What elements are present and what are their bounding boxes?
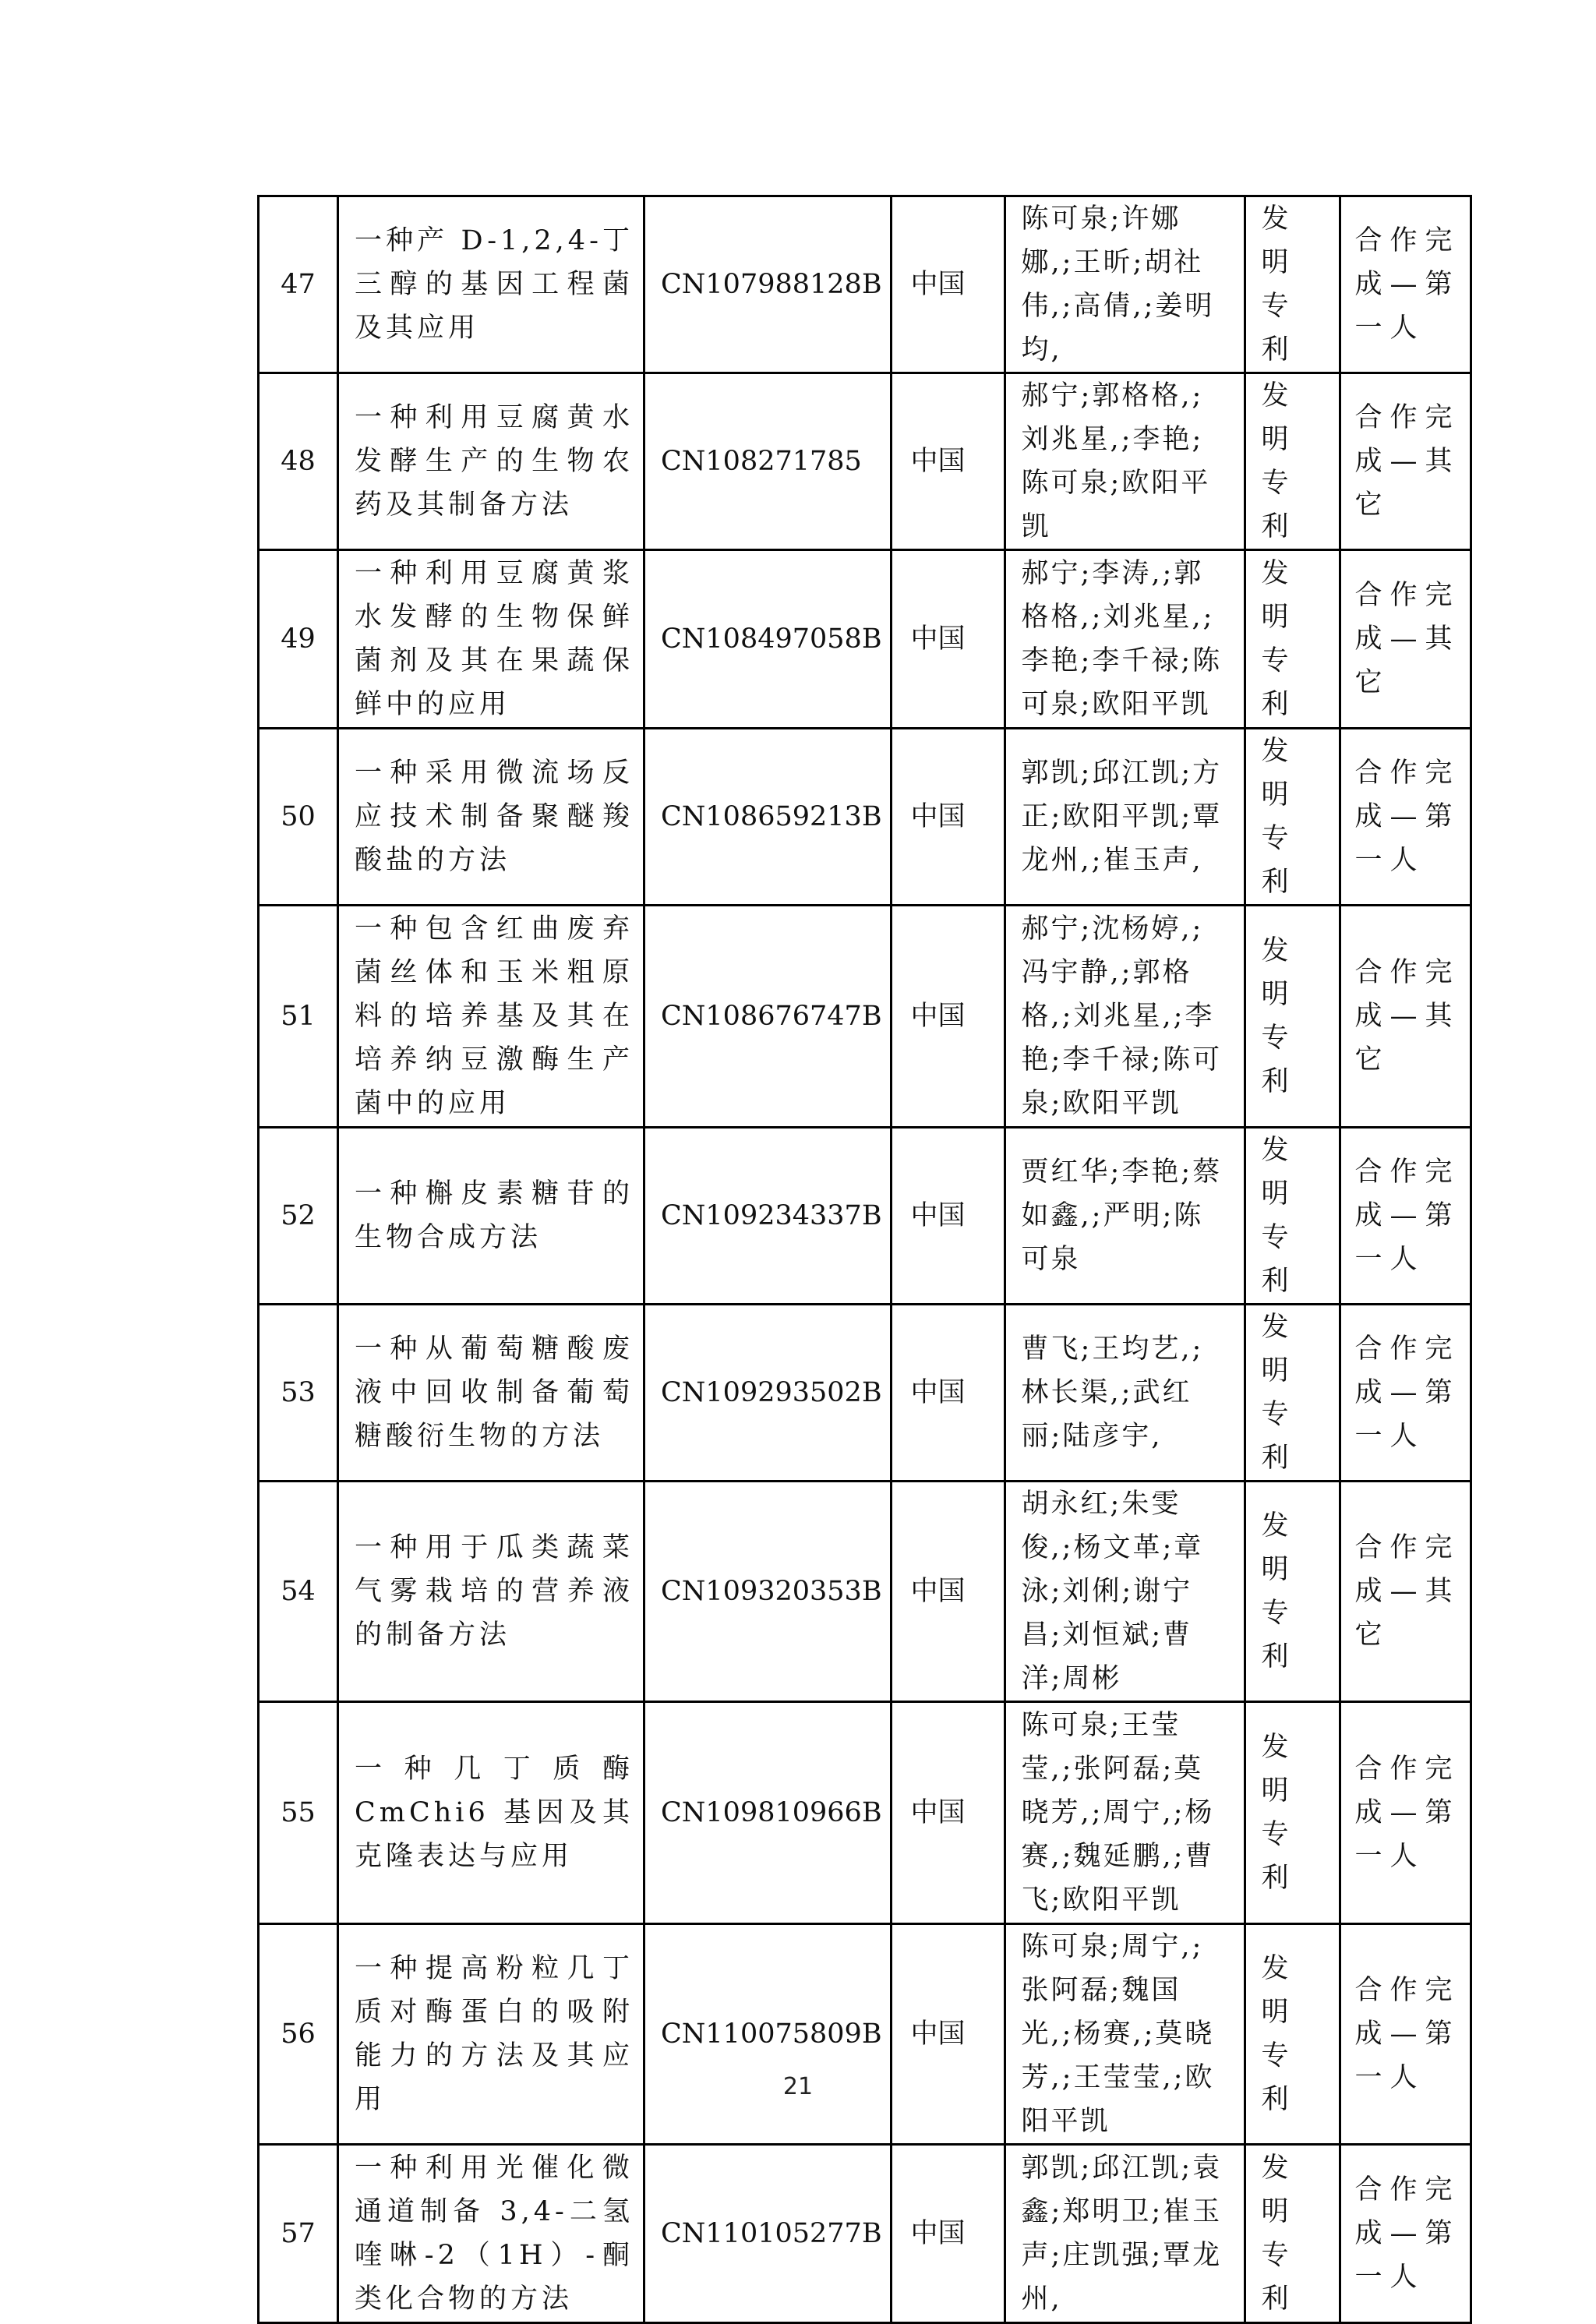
completion-role: 合作完成—第一人 xyxy=(1340,1924,1471,2145)
country: 中国 xyxy=(891,1924,1005,2145)
row-number: 51 xyxy=(259,906,338,1128)
table-row xyxy=(259,1482,1471,1702)
table-row xyxy=(259,550,1471,729)
patent-type: 发明专利 xyxy=(1245,373,1340,550)
table-row xyxy=(259,2145,1471,2323)
patent-type: 发明专利 xyxy=(1245,196,1340,373)
country: 中国 xyxy=(891,196,1005,373)
patent-title: 一种槲皮素糖苷的生物合成方法 xyxy=(338,1128,644,1305)
inventors: 郭凯;邱江凯;方正;欧阳平凯;覃龙州,;崔玉声, xyxy=(1005,729,1245,906)
inventors: 贾红华;李艳;蔡如鑫,;严明;陈可泉 xyxy=(1005,1128,1245,1305)
completion-role: 合作完成—第一人 xyxy=(1340,1305,1471,1482)
inventors: 胡永红;朱雯俊,;杨文革;章泳;刘俐;谢宁昌;刘恒斌;曹洋;周彬 xyxy=(1005,1482,1245,1702)
row-number: 57 xyxy=(259,2145,338,2323)
table-row xyxy=(259,1702,1471,1924)
patent-type: 发明专利 xyxy=(1245,1305,1340,1482)
patent-number: CN109234337B xyxy=(644,1128,892,1305)
country: 中国 xyxy=(891,1702,1005,1924)
completion-role: 合作完成—第一人 xyxy=(1340,1128,1471,1305)
patent-type: 发明专利 xyxy=(1245,906,1340,1128)
patent-title: 一种利用豆腐黄浆水发酵的生物保鲜菌剂及其在果蔬保鲜中的应用 xyxy=(338,550,644,729)
row-number: 49 xyxy=(259,550,338,729)
patent-type: 发明专利 xyxy=(1245,2145,1340,2323)
patent-title: 一种几丁质酶 CmChi6 基因及其克隆表达与应用 xyxy=(338,1702,644,1924)
patent-number: CN109810966B xyxy=(644,1702,892,1924)
country: 中国 xyxy=(891,1305,1005,1482)
row-number: 53 xyxy=(259,1305,338,1482)
row-number: 54 xyxy=(259,1482,338,1702)
patent-type: 发明专利 xyxy=(1245,1702,1340,1924)
inventors: 郝宁;沈杨婷,;冯宇静,;郭格格,;刘兆星,;李艳;李千禄;陈可泉;欧阳平凯 xyxy=(1005,906,1245,1128)
page-number: 21 xyxy=(782,2073,814,2100)
patent-title: 一种产 D-1,2,4-丁三醇的基因工程菌及其应用 xyxy=(338,196,644,373)
patent-title: 一种提高粉粒几丁质对酶蛋白的吸附能力的方法及其应用 xyxy=(338,1924,644,2145)
completion-role: 合作完成—其它 xyxy=(1340,550,1471,729)
completion-role: 合作完成—第一人 xyxy=(1340,729,1471,906)
row-number: 50 xyxy=(259,729,338,906)
country: 中国 xyxy=(891,373,1005,550)
patent-title: 一种采用微流场反应技术制备聚醚羧酸盐的方法 xyxy=(338,729,644,906)
completion-role: 合作完成—其它 xyxy=(1340,1482,1471,1702)
inventors: 郝宁;郭格格,;刘兆星,;李艳;陈可泉;欧阳平凯 xyxy=(1005,373,1245,550)
inventors: 郭凯;邱江凯;袁鑫;郑明卫;崔玉声;庄凯强;覃龙州, xyxy=(1005,2145,1245,2323)
table-row xyxy=(259,906,1471,1128)
patent-number: CN108676747B xyxy=(644,906,892,1128)
patent-title: 一种利用豆腐黄水发酵生产的生物农药及其制备方法 xyxy=(338,373,644,550)
completion-role: 合作完成—其它 xyxy=(1340,906,1471,1128)
country: 中国 xyxy=(891,550,1005,729)
patent-table xyxy=(257,195,1472,2324)
country: 中国 xyxy=(891,2145,1005,2323)
table-row xyxy=(259,1305,1471,1482)
completion-role: 合作完成—第一人 xyxy=(1340,196,1471,373)
patent-title: 一种用于瓜类蔬菜气雾栽培的营养液的制备方法 xyxy=(338,1482,644,1702)
inventors: 郝宁;李涛,;郭格格,;刘兆星,;李艳;李千禄;陈可泉;欧阳平凯 xyxy=(1005,550,1245,729)
inventors: 曹飞;王均艺,;林长渠,;武红丽;陆彦宇, xyxy=(1005,1305,1245,1482)
patent-title: 一种从葡萄糖酸废液中回收制备葡萄糖酸衍生物的方法 xyxy=(338,1305,644,1482)
completion-role: 合作完成—第一人 xyxy=(1340,1702,1471,1924)
table-row xyxy=(259,1924,1471,2145)
table-row xyxy=(259,373,1471,550)
patent-type: 发明专利 xyxy=(1245,1128,1340,1305)
completion-role: 合作完成—第一人 xyxy=(1340,2145,1471,2323)
row-number: 47 xyxy=(259,196,338,373)
inventors: 陈可泉;许娜娜,;王昕;胡社伟,;高倩,;姜明均, xyxy=(1005,196,1245,373)
patent-number: CN107988128B xyxy=(644,196,892,373)
row-number: 56 xyxy=(259,1924,338,2145)
inventors: 陈可泉;王莹莹,;张阿磊;莫晓芳,;周宁,;杨赛,;魏延鹏,;曹飞;欧阳平凯 xyxy=(1005,1702,1245,1924)
patent-type: 发明专利 xyxy=(1245,1924,1340,2145)
country: 中国 xyxy=(891,1482,1005,1702)
row-number: 48 xyxy=(259,373,338,550)
patent-type: 发明专利 xyxy=(1245,1482,1340,1702)
patent-title: 一种利用光催化微通道制备 3,4-二氢喹啉-2（1H）-酮类化合物的方法 xyxy=(338,2145,644,2323)
patent-type: 发明专利 xyxy=(1245,550,1340,729)
patent-number: CN109320353B xyxy=(644,1482,892,1702)
row-number: 52 xyxy=(259,1128,338,1305)
row-number: 55 xyxy=(259,1702,338,1924)
patent-number: CN109293502B xyxy=(644,1305,892,1482)
country: 中国 xyxy=(891,906,1005,1128)
country: 中国 xyxy=(891,729,1005,906)
inventors: 陈可泉;周宁,;张阿磊;魏国光,;杨赛,;莫晓芳,;王莹莹,;欧阳平凯 xyxy=(1005,1924,1245,2145)
patent-type: 发明专利 xyxy=(1245,729,1340,906)
completion-role: 合作完成—其它 xyxy=(1340,373,1471,550)
patent-number: CN108271785 xyxy=(644,373,892,550)
patent-number: CN110075809B xyxy=(644,1924,892,2145)
table-row xyxy=(259,1128,1471,1305)
patent-number: CN108497058B xyxy=(644,550,892,729)
patent-number: CN110105277B xyxy=(644,2145,892,2323)
table-row xyxy=(259,196,1471,373)
patent-title: 一种包含红曲废弃菌丝体和玉米粗原料的培养基及其在培养纳豆激酶生产菌中的应用 xyxy=(338,906,644,1128)
country: 中国 xyxy=(891,1128,1005,1305)
patent-number: CN108659213B xyxy=(644,729,892,906)
table-row xyxy=(259,729,1471,906)
